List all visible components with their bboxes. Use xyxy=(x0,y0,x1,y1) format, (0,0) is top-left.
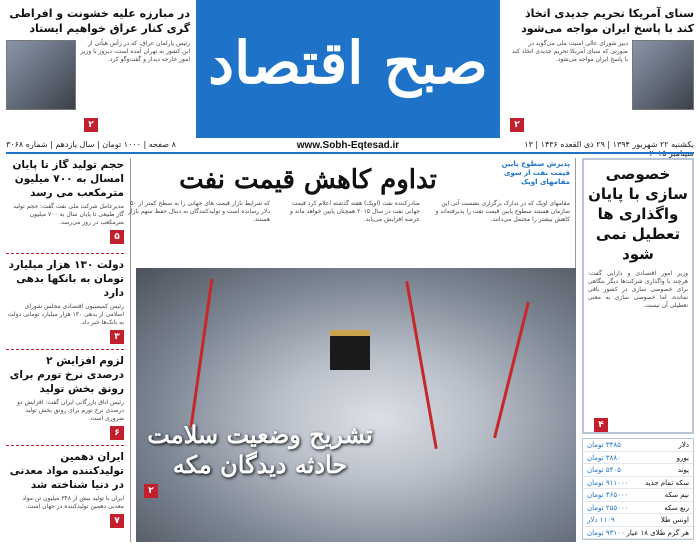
market-row xyxy=(583,452,693,465)
dateline: یکشنبه ۲۲ شهریور ۱۳۹۴ | ۲۹ ذی القعده ۱۴۳۶ | ۱۳ xyxy=(524,140,694,149)
left-story[interactable] xyxy=(6,446,124,538)
page-ref-badge: ۵ xyxy=(110,230,124,244)
sidebar-body: وزیر امور اقتصادی و دارایی گفت: هرچند با واگذاری شرکت‌ها دیگر بنگاهی برای خصوصی سازی در کشور باقی نمانده، اما خصوصی سازی به معنی تعطیلی آن نیست. xyxy=(588,270,688,309)
market-value: ۳۸۸۰ تومان xyxy=(587,453,621,462)
page-ref-badge: ۳ xyxy=(110,330,124,344)
market-value: ۱۱۰۹ دلار xyxy=(587,516,615,524)
portrait-photo xyxy=(6,40,76,110)
left-column xyxy=(6,158,124,538)
top-left-story[interactable] xyxy=(6,6,190,110)
market-label: دلار xyxy=(678,441,689,449)
market-value: ۲۵۵۰۰۰ تومان xyxy=(587,503,629,512)
left-story-body: مدیرعامل شرکت ملی نفت گفت: حجم تولید گاز طبیعی تا پایان سال به ۷۰۰ میلیون مترمکعب در روز می‌رسد. xyxy=(13,203,124,226)
portrait-photo xyxy=(632,40,694,110)
issue-info: ۸ صفحه | ۱۰۰۰ تومان | سال یازدهم | شماره ۳۰۶۸ xyxy=(6,140,176,149)
main-story-kicker: پذیرش سطوح پایین قیمت نفت از سوی مقامهای اوپک xyxy=(501,160,570,186)
photo-caption-headline[interactable]: تشریح وضعیت سلامت حادثه دیدگان مکه xyxy=(147,420,373,479)
sidebar-story[interactable] xyxy=(582,158,694,434)
left-story-headline: لزوم افزایش ۲ درصدی نرخ تورم برای رونق بخش تولید xyxy=(9,355,124,395)
market-row xyxy=(583,477,693,490)
main-story-columns xyxy=(126,200,570,262)
newspaper-logo: صبح اقتصاد xyxy=(208,29,488,97)
market-value: ۴۶۵۰۰۰ تومان xyxy=(587,491,629,499)
top-right-body: دبیر شورای عالی امنیت ملی می‌گوید در صورتی که سنای آمریکا تحریم جدیدی اتخاذ کند با پاسخ ایران مواجه می‌شود. xyxy=(512,40,628,63)
market-value: ۵۴۰۵ تومان xyxy=(587,466,621,474)
main-story-col: مقامهای اوپک که در تدارک برگزاری نشست آتی این سازمان هستند سطوح پایین قیمت نفت را پذیرفته‌اند و کاهش بیشتر را محتمل می‌دانند. xyxy=(435,200,570,223)
page-ref-badge: ۲ xyxy=(84,118,98,132)
main-story-col: که شرایط بازار قیمت های جهانی را به سطح کمتر از ۵۰ دلار رسانده است و تولیدکنندگان به دنبال حفظ سهم بازار هستند. xyxy=(127,200,270,223)
left-story[interactable] xyxy=(6,158,124,254)
market-label: یورو xyxy=(676,453,689,462)
header-rule xyxy=(6,152,694,154)
page-ref-badge: ۷ xyxy=(110,514,124,528)
website-url[interactable]: www.Sobh-Eqtesad.ir xyxy=(296,140,400,151)
market-prices-table xyxy=(582,438,694,540)
market-value: ۹۳۱۰۰ تومان xyxy=(587,528,625,537)
market-label: ربع سکه xyxy=(664,503,689,512)
market-row xyxy=(583,502,693,515)
market-label: پوند xyxy=(677,466,689,474)
top-right-story[interactable] xyxy=(510,6,694,110)
market-row xyxy=(583,489,693,502)
market-row xyxy=(583,464,693,477)
sidebar-headline: خصوصی سازی با پایان واگذاری ها تعطیل نمی شود xyxy=(588,165,688,263)
top-left-headline: در مبارزه علیه خشونت و افراطی گری کنار عراق خواهیم ایستاد xyxy=(9,7,190,35)
kaaba-shape xyxy=(330,330,370,370)
main-story-col: صادرکننده نفت (اوپک) هفته گذشته اعلام کرد قیمت جهانی نفت در سال ۲۰۱۵ همچنان پایین خواهد ماند و عرضه افزایش می‌یابد. xyxy=(289,200,420,223)
market-row xyxy=(583,439,693,452)
page-ref-badge: ۲ xyxy=(144,484,158,498)
market-label: اونس طلا xyxy=(660,516,689,524)
left-story[interactable] xyxy=(6,350,124,446)
market-row xyxy=(583,514,693,527)
left-story-headline: دولت ۱۳۰ هزار میلیارد تومان به بانکها بدهی دارد xyxy=(8,259,124,299)
left-story-headline: حجم تولید گاز تا پایان امسال به ۷۰۰ میلیون مترمکعب می رسد xyxy=(12,159,124,199)
left-story-body: رئیس اتاق بازرگانی ایران گفت: افزایش دو درصدی نرخ تورم برای رونق بخش تولید ضروری است. xyxy=(17,399,124,422)
market-label: هر گرم طلای ۱۸ عیار xyxy=(626,528,689,537)
page-ref-badge: ۲ xyxy=(510,118,524,132)
top-right-headline: سنای آمریکا تحریم جدیدی اتخاذ کند با پاسخ ایران مواجه می‌شود xyxy=(521,7,694,35)
left-story-headline: ایران دهمین تولیدکننده مواد معدنی در دنیا شناخته شد xyxy=(9,451,124,491)
main-headline[interactable]: تداوم کاهش قیمت نفت xyxy=(179,165,437,195)
market-row xyxy=(583,527,693,540)
market-value: ۳۴۸۵ تومان xyxy=(587,441,621,449)
left-story[interactable] xyxy=(6,254,124,350)
market-value: ۹۱۱۰۰۰ تومان xyxy=(587,478,629,487)
market-label: نیم سکه xyxy=(664,491,689,499)
page-ref-badge: ۴ xyxy=(594,418,608,432)
page-ref-badge: ۶ xyxy=(110,426,124,440)
left-story-body: ایران با تولید بیش از ۳۴۸ میلیون تن مواد معدنی دهمین تولیدکننده در جهان است. xyxy=(22,495,124,510)
left-story-body: رئیس کمیسیون اقتصادی مجلس شورای اسلامی از بدهی ۱۳۰ هزار میلیارد تومانی دولت به بانک‌ها خبر داد. xyxy=(7,303,124,326)
mecca-photo xyxy=(136,268,576,542)
market-label: سکه تمام جدید xyxy=(644,478,689,487)
top-left-body: رئیس پارلمان عراق، که در رأس هیأتی از این کشور به تهران آمده است، دیروز با وزیر امور خارجه دیدار و گفت‌وگو کرد. xyxy=(80,40,190,63)
